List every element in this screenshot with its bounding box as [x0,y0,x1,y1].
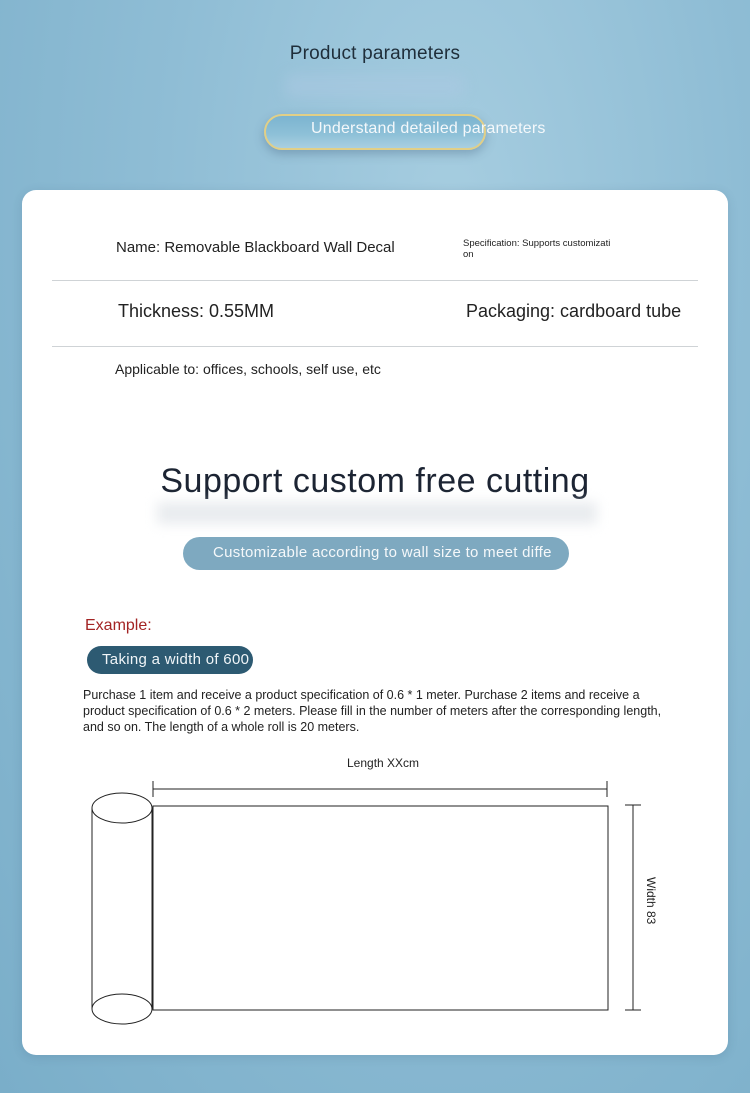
example-description: Purchase 1 item and receive a product specification of 0.6 * 1 meter. Purchase 2 items and receive a product specification of 0.6 * 2 meters. Please fill in the number of meters after the corresponding length, and so on. The length of a whole roll is 20 meters. [83,688,662,734]
spec-thickness: Thickness: 0.55MM [118,301,275,321]
title-reflection [285,74,465,98]
parameters-card [22,190,728,1055]
spec-name: Name: Removable Blackboard Wall Decal [116,239,395,256]
roll-top-ellipse [92,793,152,823]
roll-bottom-ellipse [92,994,152,1024]
page-title: Product parameters [289,43,461,64]
detailed-parameters-label[interactable]: Understand detailed parameters [311,120,546,137]
unrolled-sheet [153,806,608,1010]
spec-applicable: Applicable to: offices, schools, self use, etc [115,361,381,377]
spec-specification-line2: on [463,249,474,260]
example-pill-text: Taking a width of 600 [102,651,250,668]
example-label: Example: [85,617,152,634]
spec-specification-line1: Specification: Supports customizati [463,238,611,249]
roll-diagram [22,190,728,1055]
spec-packaging: Packaging: cardboard tube [466,301,682,321]
custom-cutting-heading: Support custom free cutting [160,462,590,500]
length-label: Length XXcm [347,756,420,770]
width-label: Width 83 [644,877,658,925]
custom-subtitle-text: Customizable according to wall size to meet diffe [213,544,552,561]
